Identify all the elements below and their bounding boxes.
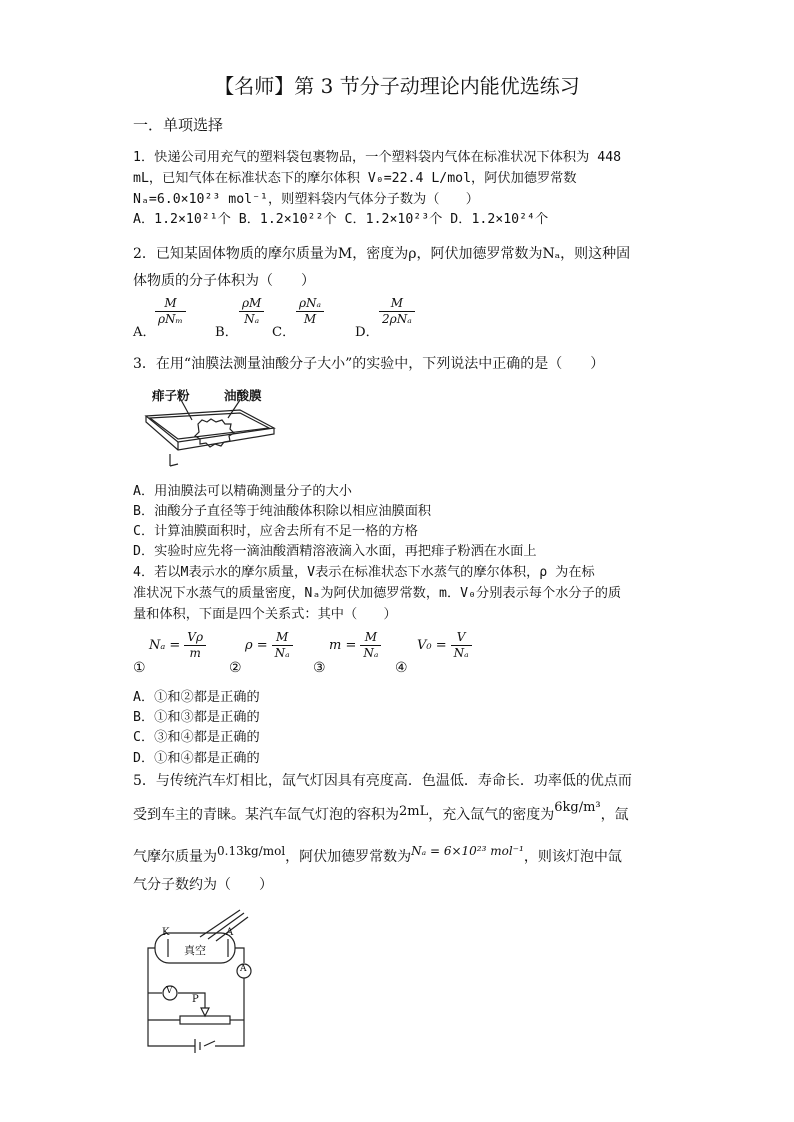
powder-label: 痱子粉	[152, 388, 190, 403]
q5-line-2-b: ，充入氙气的密度为	[428, 807, 555, 823]
q4-line-2: 准状况下水蒸气的质量密度，Nₐ为阿伏加德罗常数，m．V₀分别表示每个水分子的质	[133, 586, 622, 601]
q4-option-a: A．①和②都是正确的	[133, 690, 260, 705]
q5-volume-value: 2mL	[399, 804, 429, 819]
q3-option-b: B．油酸分子直径等于纯油酸体积除以相应油膜面积	[133, 504, 432, 519]
fraction-numerator: M	[155, 296, 186, 312]
anode-label: A	[226, 927, 234, 938]
q2-option-b-fraction	[239, 296, 264, 327]
q1-line-2: mL，已知气体在标准状态下的摩尔体积 V₀=22.4 L/mol，阿伏加德罗常数	[133, 171, 577, 186]
relation-4	[417, 630, 472, 661]
fraction-denominator: Nₐ	[274, 646, 290, 660]
q2-option-a-fraction	[155, 296, 186, 327]
relation-2-marker: ②	[229, 660, 242, 676]
oil-film-label: 油酸膜	[224, 388, 262, 403]
fraction-numerator: ρM	[239, 296, 264, 312]
fraction-numerator: Vρ	[184, 630, 206, 646]
fraction-numerator: M	[272, 630, 293, 646]
relation-2-lhs: ρ =	[245, 638, 268, 653]
q2-line-2: 体物质的分子体积为（ ）	[133, 273, 315, 289]
q5-density-value: 6kg/m³	[554, 800, 601, 815]
q4-option-b: B．①和③都是正确的	[133, 710, 260, 725]
phototube-circuit-figure	[140, 905, 270, 1065]
ammeter-icon: A	[240, 964, 247, 974]
q3-stem: 3．在用“油膜法测量油酸分子大小”的实验中，下列说法中正确的是（ ）	[133, 356, 605, 372]
voltmeter-icon: V	[166, 986, 173, 996]
q5-line-3	[133, 846, 622, 866]
relation-3-lhs: m =	[329, 638, 357, 653]
relation-3	[329, 630, 381, 661]
q5-line-3-b: ，阿伏加德罗常数为	[285, 849, 412, 865]
q3-option-d: D．实验时应先将一滴油酸酒精溶液滴入水面，再把痱子粉洒在水面上	[133, 544, 537, 559]
q5-line-3-a: 气摩尔质量为	[133, 849, 217, 865]
q1-line-3: Nₐ=6.0×10²³ mol⁻¹，则塑料袋内气体分子数为（ ）	[133, 192, 479, 207]
fraction-denominator: Nₐ	[244, 312, 260, 326]
q5-line-2	[133, 800, 629, 824]
fraction-numerator: M	[379, 296, 415, 312]
fraction-denominator: 2ρNₐ	[382, 312, 412, 326]
fraction-denominator: m	[189, 646, 201, 660]
oil-film-figure	[140, 384, 280, 474]
fraction-denominator: Nₐ	[453, 646, 469, 660]
section-heading: 一．单项选择	[133, 116, 224, 134]
fraction-numerator: M	[360, 630, 381, 646]
slider-p-label: P	[192, 994, 199, 1005]
q3-option-a: A．用油膜法可以精确测量分子的大小	[133, 484, 352, 499]
q5-line-1: 5．与传统汽车灯相比，氙气灯因具有亮度高．色温低．寿命长．功率低的优点而	[133, 773, 632, 789]
q2-option-d-fraction	[379, 296, 415, 327]
q5-molar-mass-value: 0.13kg/mol	[217, 844, 286, 858]
q5-line-4: 气分子数约为（ ）	[133, 877, 273, 893]
cathode-label: K	[162, 927, 170, 938]
q5-avogadro-value: Nₐ = 6×10²³ mol⁻¹	[411, 844, 524, 858]
relation-1-marker: ①	[133, 660, 146, 676]
q5-line-3-c: ，则该灯泡中氙	[523, 849, 622, 865]
q2-option-c-fraction	[296, 296, 324, 327]
q2-option-b-label: B．	[215, 325, 238, 340]
relation-2	[245, 630, 293, 661]
circuit-diagram	[140, 905, 270, 1065]
q4-option-c: C．③和④都是正确的	[133, 730, 260, 745]
q2-option-a-label: A．	[133, 325, 156, 340]
tray-diagram	[140, 384, 280, 474]
q2-line-1: 2．已知某固体物质的摩尔质量为M，密度为ρ，阿伏加德罗常数为Nₐ，则这种固	[133, 246, 631, 262]
relation-4-marker: ④	[395, 660, 408, 676]
fraction-denominator: Nₐ	[363, 646, 379, 660]
fraction-denominator: M	[303, 312, 317, 326]
relation-1-lhs: Nₐ =	[149, 638, 181, 653]
q2-option-d-label: D．	[355, 325, 379, 340]
fraction-numerator: ρNₐ	[296, 296, 324, 312]
q1-options: A．1.2×10²¹个 B．1.2×10²²个 C．1.2×10²³个 D．1.2×10²⁴个	[133, 212, 549, 227]
q5-line-2-c: ，氙	[600, 807, 629, 823]
q1-line-1: 1．快递公司用充气的塑料袋包裹物品，一个塑料袋内气体在标准状况下体积为 448	[133, 150, 622, 165]
q5-line-2-a: 受到车主的青睐。某汽车氙气灯泡的容积为	[133, 807, 399, 823]
q3-option-c: C．计算油膜面积时，应舍去所有不足一格的方格	[133, 524, 418, 539]
q4-relations	[133, 630, 493, 676]
fraction-denominator: ρNₘ	[158, 312, 183, 326]
q2-option-c-label: C．	[272, 325, 296, 340]
relation-1	[149, 630, 206, 661]
relation-4-lhs: V₀ =	[417, 638, 447, 653]
page-title: 【名师】第 3 节分子动理论内能优选练习	[214, 74, 580, 98]
q4-option-d: D．①和④都是正确的	[133, 751, 260, 766]
relation-3-marker: ③	[313, 660, 326, 676]
vacuum-label: 真空	[184, 944, 206, 957]
fraction-numerator: V	[451, 630, 472, 646]
q4-line-3: 量和体积，下面是四个关系式：其中（ ）	[133, 607, 397, 622]
q4-line-1: 4．若以M表示水的摩尔质量，V表示在标准状态下水蒸气的摩尔体积，ρ 为在标	[133, 565, 595, 580]
